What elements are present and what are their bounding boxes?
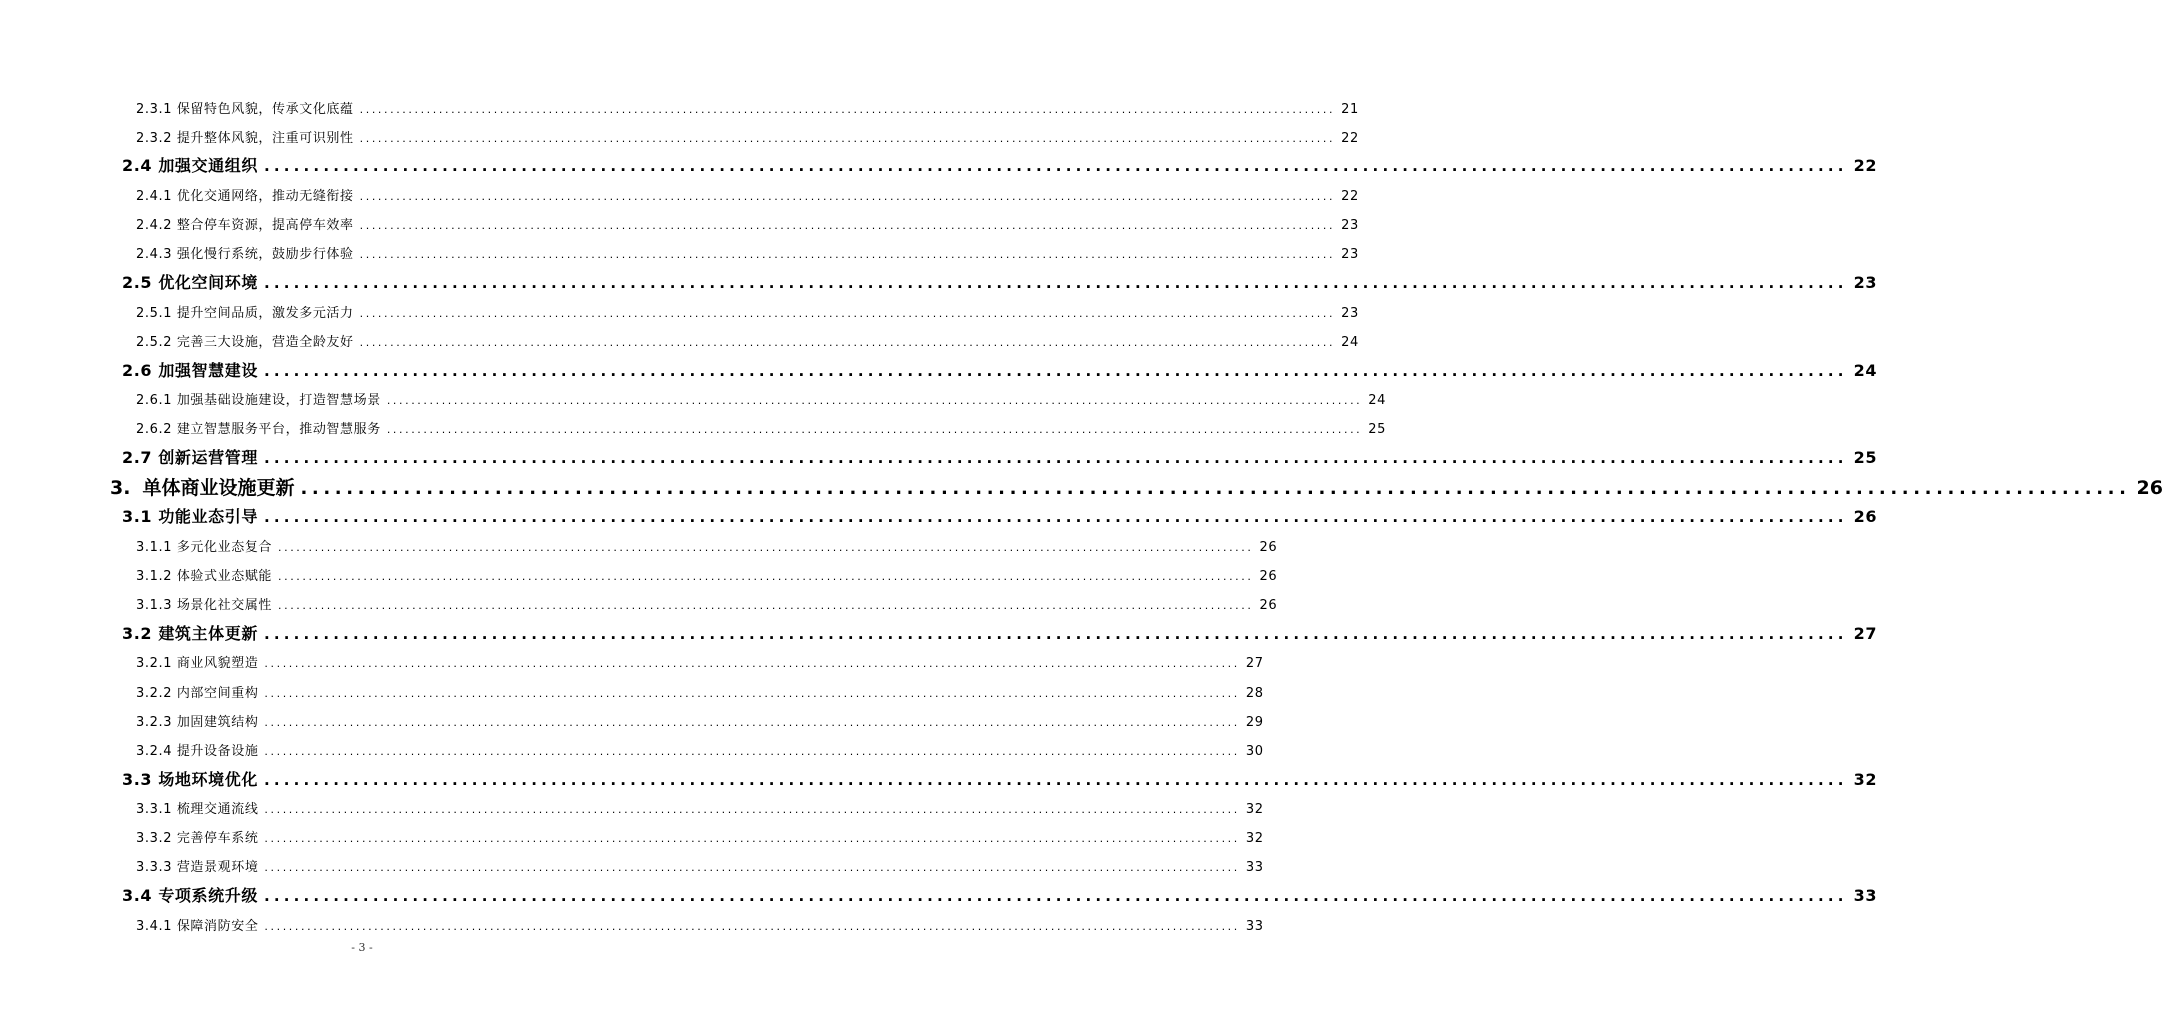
toc-entry-title: 保障消防安全 xyxy=(176,919,259,934)
toc-dot-leader: ................................................................................................................................................................ xyxy=(359,248,1336,261)
toc-entry-page: 29 xyxy=(1245,715,1264,730)
toc-entry-page: 25 xyxy=(1853,448,1878,467)
toc-dot-leader: ................................................................................................................................................................ xyxy=(263,771,1848,789)
toc-entry-page: 32 xyxy=(1853,770,1878,789)
toc-entry-page: 23 xyxy=(1341,306,1359,321)
toc-entry-title: 专项系统升级 xyxy=(158,886,258,905)
toc-entry-2-6-1[interactable] xyxy=(136,389,1387,408)
toc-dot-leader: ................................................................................................................................................................ xyxy=(264,687,1240,700)
toc-dot-leader: ................................................................................................................................................................ xyxy=(263,157,1848,175)
toc-entry-number: 3.3.1 xyxy=(136,802,173,817)
toc-entry-label xyxy=(122,270,258,293)
toc-entry-3-1-2[interactable] xyxy=(136,565,1278,584)
toc-dot-leader: ................................................................................................................................................................ xyxy=(386,394,1363,407)
toc-dot-leader: ................................................................................................................................................................ xyxy=(263,274,1848,292)
toc-dot-leader: ................................................................................................................................................................ xyxy=(264,920,1240,933)
toc-entry-title: 完善三大设施，营造全龄友好 xyxy=(176,335,354,350)
toc-entry-title: 创新运营管理 xyxy=(158,448,258,467)
toc-dot-leader: ................................................................................................................................................................ xyxy=(264,745,1240,758)
toc-entry-title: 强化慢行系统，鼓励步行体验 xyxy=(176,247,354,262)
toc-entry-label xyxy=(136,652,258,671)
toc-dot-leader: ................................................................................................................................................................ xyxy=(264,861,1240,874)
toc-entry-label xyxy=(122,883,258,906)
toc-dot-leader: ................................................................................................................................................................ xyxy=(386,423,1363,436)
toc-dot-leader: ................................................................................................................................................................ xyxy=(359,190,1336,203)
toc-entry-label xyxy=(122,504,258,527)
toc-entry-number: 2.6.2 xyxy=(136,422,173,437)
toc-entry-3-3[interactable] xyxy=(122,767,1878,789)
toc-entry-number: 3.1.3 xyxy=(136,598,173,613)
toc-entry-3-2-1[interactable] xyxy=(136,652,1264,671)
toc-entry-label xyxy=(136,302,354,321)
toc-dot-leader: ................................................................................................................................................................ xyxy=(278,541,1254,554)
toc-entry-label xyxy=(136,214,354,233)
toc-entry-page: 28 xyxy=(1245,686,1264,701)
toc-dot-leader: ................................................................................................................................................................ xyxy=(263,887,1848,905)
toc-entry-title: 加固建筑结构 xyxy=(176,715,259,730)
toc-dot-leader: ................................................................................................................................................................ xyxy=(359,103,1336,116)
toc-entry-title: 内部空间重构 xyxy=(176,686,259,701)
toc-dot-leader: ................................................................................................................................................................ xyxy=(359,336,1336,349)
toc-entry-label xyxy=(122,153,258,176)
toc-entry-number: 3.3.3 xyxy=(136,860,173,875)
toc-entry-number: 2.3.1 xyxy=(136,102,173,117)
toc-entry-number: 3.1.2 xyxy=(136,569,173,584)
toc-dot-leader: ................................................................................................................................................................ xyxy=(359,219,1336,232)
toc-entry-page: 30 xyxy=(1245,744,1264,759)
toc-entry-2-4[interactable] xyxy=(122,153,1878,175)
toc-entry-number: 2.5 xyxy=(122,273,153,292)
toc-entry-page: 21 xyxy=(1341,102,1359,117)
toc-entry-number: 3.4 xyxy=(122,886,153,905)
toc-entry-label xyxy=(122,358,258,381)
toc-entry-title: 商业风貌塑造 xyxy=(176,656,259,671)
toc-entry-page: 24 xyxy=(1341,335,1359,350)
toc-entry-page: 33 xyxy=(1853,886,1878,905)
toc-entry-label xyxy=(136,682,258,701)
toc-entry-3-1-3[interactable] xyxy=(136,594,1278,613)
toc-entry-page: 33 xyxy=(1245,919,1264,934)
toc-dot-leader: ................................................................................................................................................................ xyxy=(264,657,1240,670)
toc-entry-title: 提升整体风貌，注重可识别性 xyxy=(176,131,354,146)
toc-entry-page: 22 xyxy=(1341,131,1359,146)
toc-entry-label xyxy=(136,127,354,146)
toc-entry-page: 24 xyxy=(1368,393,1387,408)
toc-entry-3-3-2[interactable] xyxy=(136,827,1264,846)
toc-entry-label xyxy=(136,594,272,613)
page-number-footer: - 3 - xyxy=(351,941,373,954)
toc-entry-title: 功能业态引导 xyxy=(158,507,258,526)
toc-entry-3-3-1[interactable] xyxy=(136,798,1264,817)
toc-entry-label xyxy=(136,740,258,759)
toc-entry-label xyxy=(122,621,258,644)
toc-entry-title: 加强智慧建设 xyxy=(158,361,258,380)
toc-entry-page: 23 xyxy=(1341,218,1359,233)
toc-entry-page: 27 xyxy=(1245,656,1264,671)
toc-dot-leader: ................................................................................................................................................................ xyxy=(263,508,1848,526)
toc-entry-number: 2.4.2 xyxy=(136,218,173,233)
toc-entry-2-6[interactable] xyxy=(122,358,1878,380)
toc-entry-number: 3.2 xyxy=(122,624,153,643)
toc-entry-number: 3.2.4 xyxy=(136,744,173,759)
toc-entry-number: 2.6 xyxy=(122,361,153,380)
toc-entry-3[interactable] xyxy=(110,473,2163,499)
toc-entry-label xyxy=(136,827,258,846)
toc-dot-leader: ................................................................................................................................................................ xyxy=(278,570,1254,583)
toc-entry-title: 营造景观环境 xyxy=(176,860,259,875)
toc-entry-label xyxy=(136,185,354,204)
toc-entry-label xyxy=(136,331,354,350)
toc-entry-number: 2.6.1 xyxy=(136,393,173,408)
toc-entry-number: 3.1.1 xyxy=(136,540,173,555)
toc-entry-number: 2.4.3 xyxy=(136,247,173,262)
toc-entry-3-1[interactable] xyxy=(122,504,1878,526)
toc-entry-page: 22 xyxy=(1853,156,1878,175)
toc-dot-leader: ................................................................................................................................................................ xyxy=(264,716,1240,729)
toc-dot-leader: ................................................................................................................................................................ xyxy=(300,478,2131,499)
toc-dot-leader: ................................................................................................................................................................ xyxy=(264,832,1240,845)
toc-entry-title: 提升空间品质，激发多元活力 xyxy=(176,306,354,321)
toc-entry-number: 3.3.2 xyxy=(136,831,173,846)
toc-entry-number: 2.7 xyxy=(122,448,153,467)
toc-entry-2-3-2[interactable] xyxy=(136,127,1359,146)
toc-entry-number: 2.4.1 xyxy=(136,189,173,204)
toc-entry-2-4-2[interactable] xyxy=(136,214,1359,233)
toc-entry-page: 33 xyxy=(1245,860,1264,875)
toc-entry-page: 27 xyxy=(1853,624,1878,643)
toc-entry-2-4-1[interactable] xyxy=(136,185,1359,204)
toc-entry-title: 优化空间环境 xyxy=(158,273,258,292)
toc-dot-leader: ................................................................................................................................................................ xyxy=(263,362,1848,380)
toc-entry-2-5-1[interactable] xyxy=(136,302,1359,321)
toc-entry-title: 体验式业态赋能 xyxy=(176,569,273,584)
toc-dot-leader: ................................................................................................................................................................ xyxy=(263,625,1848,643)
toc-entry-title: 建筑主体更新 xyxy=(158,624,258,643)
toc-entry-page: 26 xyxy=(1259,540,1278,555)
toc-entry-label xyxy=(136,98,354,117)
toc-entry-2-5[interactable] xyxy=(122,270,1878,292)
toc-entry-label xyxy=(122,767,258,790)
toc-entry-page: 22 xyxy=(1341,189,1359,204)
toc-entry-label xyxy=(110,473,294,500)
toc-entry-title: 提升设备设施 xyxy=(176,744,259,759)
toc-entry-number: 2.5.1 xyxy=(136,306,173,321)
toc-entry-label xyxy=(136,915,258,934)
toc-entry-number: 3.3 xyxy=(122,770,153,789)
toc-entry-number: 2.3.2 xyxy=(136,131,173,146)
toc-entry-2-4-3[interactable] xyxy=(136,243,1359,262)
toc-dot-leader: ................................................................................................................................................................ xyxy=(359,307,1336,320)
toc-entry-title: 建立智慧服务平台，推动智慧服务 xyxy=(176,422,381,437)
toc-entry-title: 单体商业设施更新 xyxy=(142,477,295,499)
toc-entry-2-6-2[interactable] xyxy=(136,418,1387,437)
toc-entry-number: 3.2.2 xyxy=(136,686,173,701)
toc-entry-page: 32 xyxy=(1245,831,1264,846)
toc-entry-title: 加强交通组织 xyxy=(158,156,258,175)
toc-entry-label xyxy=(136,418,381,437)
toc-entry-3-4-1[interactable] xyxy=(136,915,1264,934)
toc-entry-3-2-2[interactable] xyxy=(136,682,1264,701)
toc-entry-label xyxy=(136,565,272,584)
toc-entry-number: 2.4 xyxy=(122,156,153,175)
toc-entry-label xyxy=(122,445,258,468)
toc-entry-page: 26 xyxy=(1853,507,1878,526)
toc-dot-leader: ................................................................................................................................................................ xyxy=(359,132,1336,145)
toc-entry-page: 26 xyxy=(2136,477,2163,499)
toc-entry-title: 完善停车系统 xyxy=(176,831,259,846)
toc-entry-page: 26 xyxy=(1259,598,1278,613)
toc-dot-leader: ................................................................................................................................................................ xyxy=(263,449,1848,467)
toc-entry-page: 26 xyxy=(1259,569,1278,584)
toc-entry-number: 2.5.2 xyxy=(136,335,173,350)
toc-entry-title: 保留特色风貌，传承文化底蕴 xyxy=(176,102,354,117)
toc-entry-label xyxy=(136,798,258,817)
toc-entry-number: 3.2.1 xyxy=(136,656,173,671)
toc-entry-label xyxy=(136,536,272,555)
toc-entry-title: 多元化业态复合 xyxy=(176,540,273,555)
toc-entry-number: 3. xyxy=(110,477,131,499)
toc-entry-title: 整合停车资源，提高停车效率 xyxy=(176,218,354,233)
toc-entry-page: 32 xyxy=(1245,802,1264,817)
toc-entry-3-2-3[interactable] xyxy=(136,711,1264,730)
toc-entry-2-7[interactable] xyxy=(122,445,1878,467)
toc-entry-title: 场地环境优化 xyxy=(158,770,258,789)
toc-entry-3-2-4[interactable] xyxy=(136,740,1264,759)
toc-entry-label xyxy=(136,856,258,875)
toc-entry-label xyxy=(136,389,381,408)
toc-entry-2-3-1[interactable] xyxy=(136,98,1359,117)
toc-entry-page: 23 xyxy=(1853,273,1878,292)
toc-entry-3-4[interactable] xyxy=(122,883,1878,905)
toc-entry-label xyxy=(136,243,354,262)
toc-entry-3-1-1[interactable] xyxy=(136,536,1278,555)
toc-entry-page: 25 xyxy=(1368,422,1387,437)
toc-entry-title: 优化交通网络，推动无缝衔接 xyxy=(176,189,354,204)
toc-entry-label xyxy=(136,711,258,730)
toc-entry-number: 3.1 xyxy=(122,507,153,526)
toc-entry-number: 3.4.1 xyxy=(136,919,173,934)
toc-entry-3-3-3[interactable] xyxy=(136,856,1264,875)
toc-entry-title: 场景化社交属性 xyxy=(176,598,273,613)
toc-entry-title: 梳理交通流线 xyxy=(176,802,259,817)
toc-dot-leader: ................................................................................................................................................................ xyxy=(278,599,1254,612)
toc-entry-2-5-2[interactable] xyxy=(136,331,1359,350)
toc-dot-leader: ................................................................................................................................................................ xyxy=(264,803,1240,816)
toc-entry-page: 23 xyxy=(1341,247,1359,262)
toc-entry-number: 3.2.3 xyxy=(136,715,173,730)
toc-entry-page: 24 xyxy=(1853,361,1878,380)
toc-entry-3-2[interactable] xyxy=(122,621,1878,643)
toc-entry-title: 加强基础设施建设，打造智慧场景 xyxy=(176,393,381,408)
